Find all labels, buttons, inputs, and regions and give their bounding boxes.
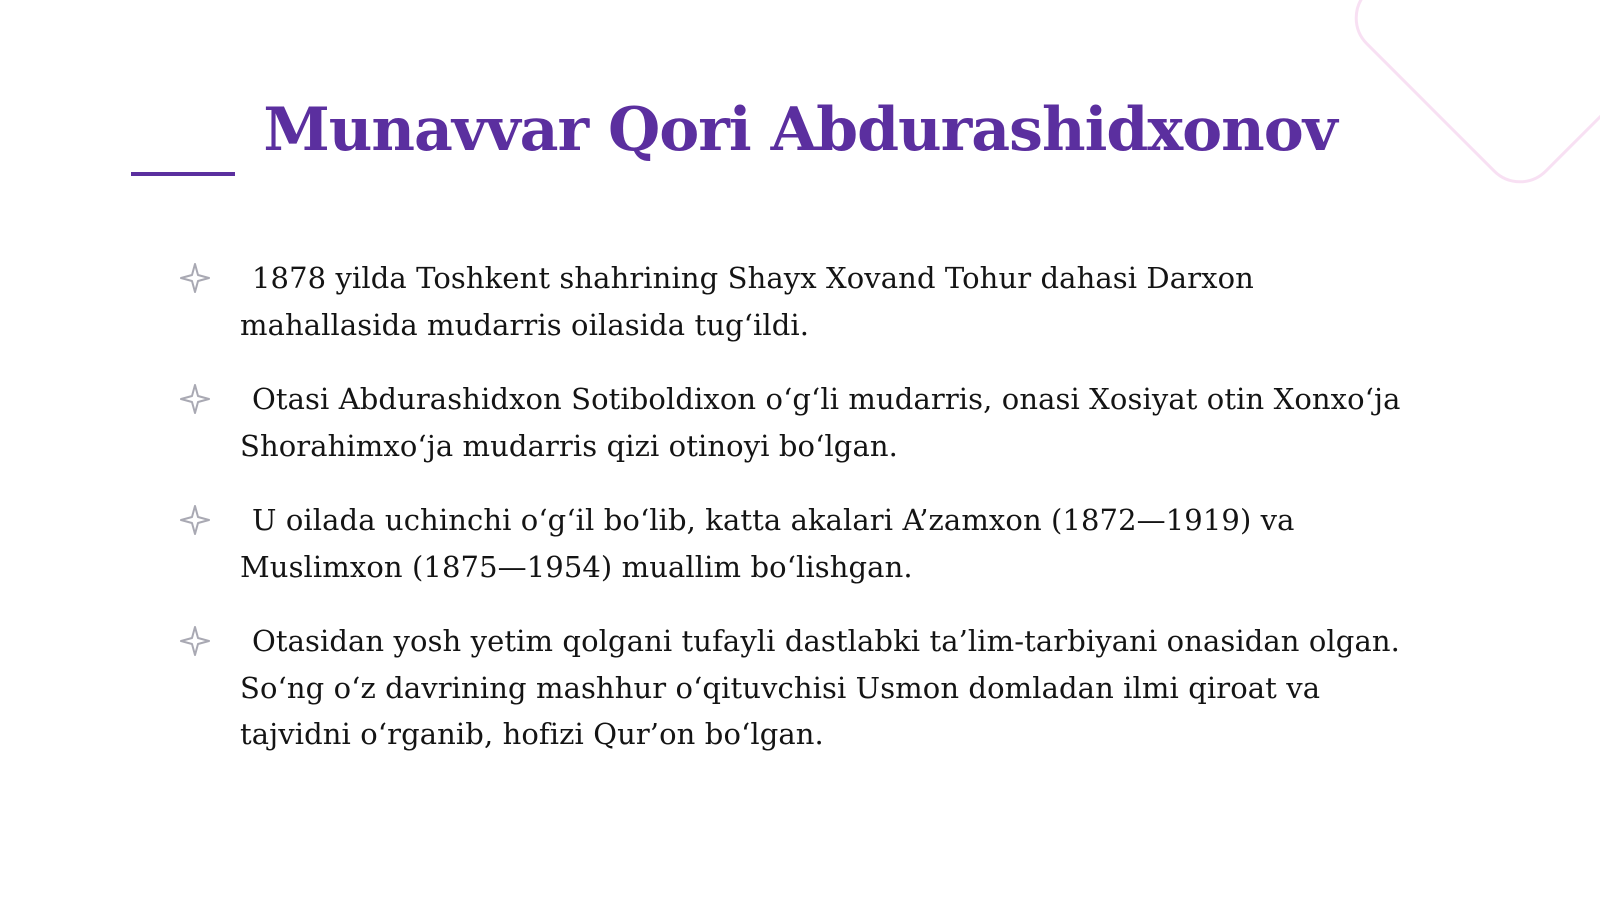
title-accent-line bbox=[131, 172, 235, 176]
bullet-list bbox=[178, 255, 1408, 786]
four-point-star-icon bbox=[180, 626, 210, 656]
bullet-text: U oilada uchinchi o‘g‘il bo‘lib, katta akalari A’zamxon (1872—1919) va Muslimxon (1875—1954) muallim bo‘lishgan. bbox=[240, 503, 1295, 584]
list-item bbox=[178, 497, 1408, 590]
four-point-star-icon bbox=[180, 384, 210, 414]
four-point-star-icon bbox=[180, 505, 210, 535]
bullet-text: Otasi Abdurashidxon Sotiboldixon o‘g‘li mudarris, onasi Xosiyat otin Xonxo‘ja Shorahimxo‘ja mudarris qizi otinoyi bo‘lgan. bbox=[240, 382, 1401, 463]
slide-title: Munavvar Qori Abdurashidxonov bbox=[263, 95, 1337, 165]
bullet-text: Otasidan yosh yetim qolgani tufayli dastlabki ta’lim-tarbiyani onasidan olgan. So‘ng o‘z davrining mashhur o‘qituvchisi Usmon domladan ilmi qiroat va tajvidni o‘rganib, hofizi Qur’on bo‘lgan. bbox=[240, 624, 1400, 751]
list-item bbox=[178, 376, 1408, 469]
four-point-star-icon bbox=[180, 263, 210, 293]
decorative-corner-shape bbox=[1339, 0, 1600, 199]
bullet-text: 1878 yilda Toshkent shahrining Shayx Xovand Tohur dahasi Darxon mahallasida mudarris oilasida tug‘ildi. bbox=[240, 261, 1254, 342]
list-item bbox=[178, 618, 1408, 758]
list-item bbox=[178, 255, 1408, 348]
